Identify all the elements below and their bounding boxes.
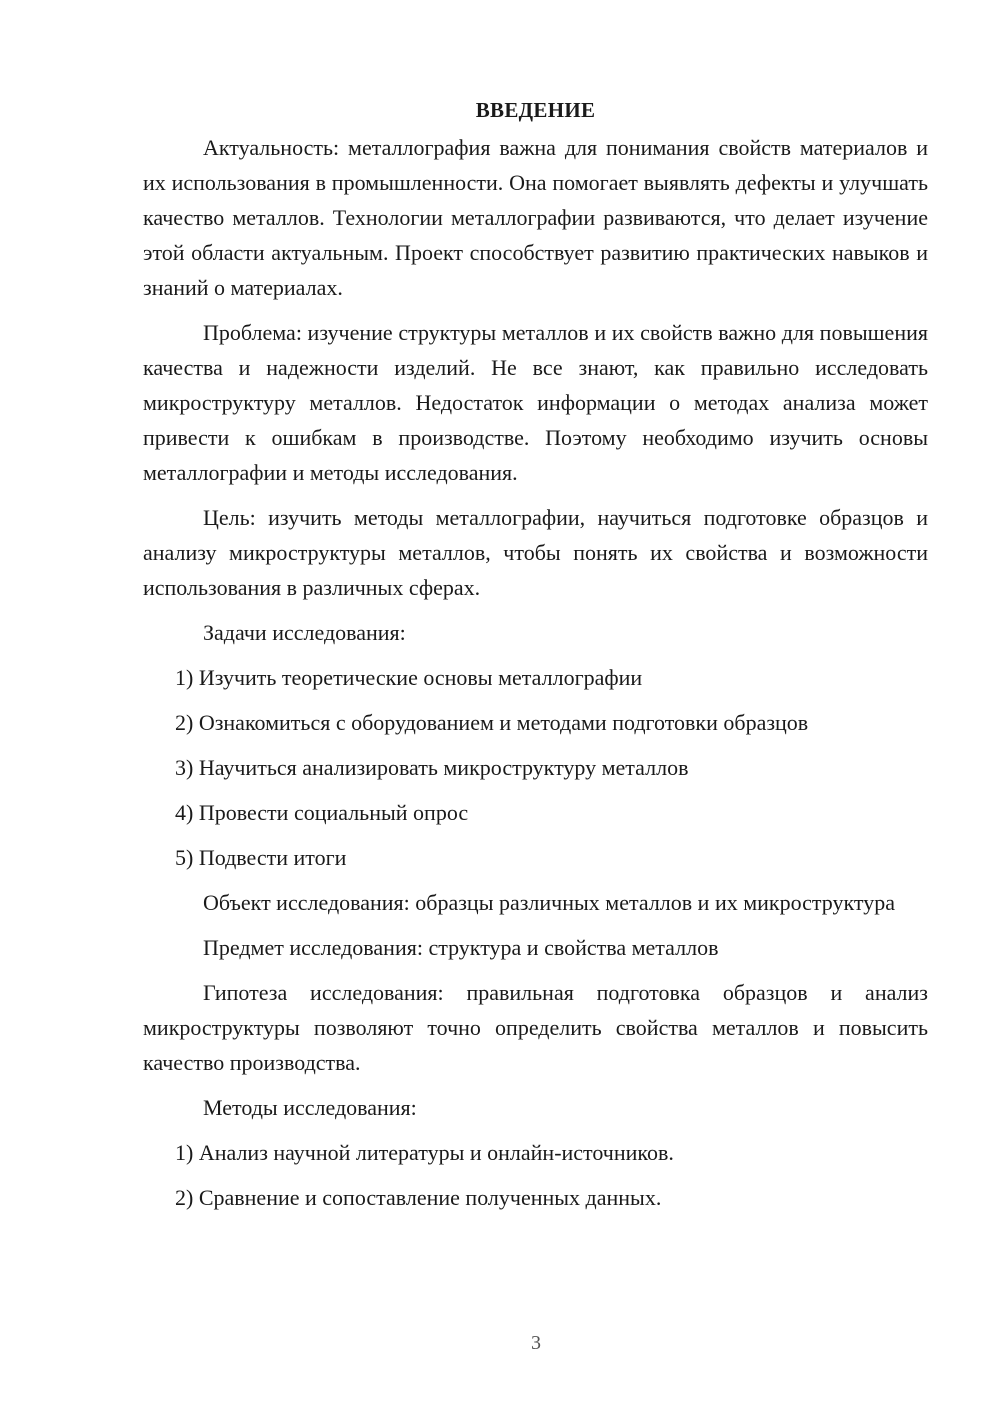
- page-number: 3: [531, 1332, 541, 1354]
- task-item: 2) Ознакомиться с оборудованием и методами подготовки образцов: [175, 710, 809, 735]
- task-item: 1) Изучить теоретические основы металлографии: [175, 665, 643, 690]
- page-content: [143, 90, 928, 1225]
- goal-paragraph: Цель: изучить методы металлографии, научиться подготовке образцов и анализу микроструктуры металлов, чтобы понять их свойства и возможности использования в различных сферах.: [143, 505, 928, 600]
- task-item: 5) Подвести итоги: [175, 845, 347, 870]
- problem-paragraph: Проблема: изучение структуры металлов и их свойств важно для повышения качества и надежности изделий. Не все знают, как правильно исследовать микроструктуру металлов. Недостаток информации о методах анализа может привести к ошибкам в производстве. Поэтому необходимо изучить основы металлографии и методы исследования.: [143, 320, 928, 485]
- page-title: ВВЕДЕНИЕ: [475, 98, 596, 122]
- object-paragraph: Объект исследования: образцы различных металлов и их микроструктура: [203, 890, 896, 915]
- method-item: 1) Анализ научной литературы и онлайн-источников.: [175, 1140, 674, 1165]
- relevance-paragraph: Актуальность: металлография важна для понимания свойств материалов и их использования в промышленности. Она помогает выявлять дефекты и улучшать качество металлов. Технологии металлографии развиваются, что делает изучение этой области актуальным. Проект способствует развитию практических навыков и знаний о материалах.: [143, 135, 928, 300]
- hypothesis-paragraph: Гипотеза исследования: правильная подготовка образцов и анализ микроструктуры позволяют точно определить свойства металлов и повысить качество производства.: [143, 980, 928, 1075]
- subject-paragraph: Предмет исследования: структура и свойства металлов: [203, 935, 719, 960]
- task-item: 4) Провести социальный опрос: [175, 800, 469, 825]
- task-item: 3) Научиться анализировать микроструктуру металлов: [175, 755, 689, 780]
- method-item: 2) Сравнение и сопоставление полученных данных.: [175, 1185, 662, 1210]
- tasks-heading: Задачи исследования:: [203, 620, 406, 645]
- methods-heading: Методы исследования:: [203, 1095, 417, 1120]
